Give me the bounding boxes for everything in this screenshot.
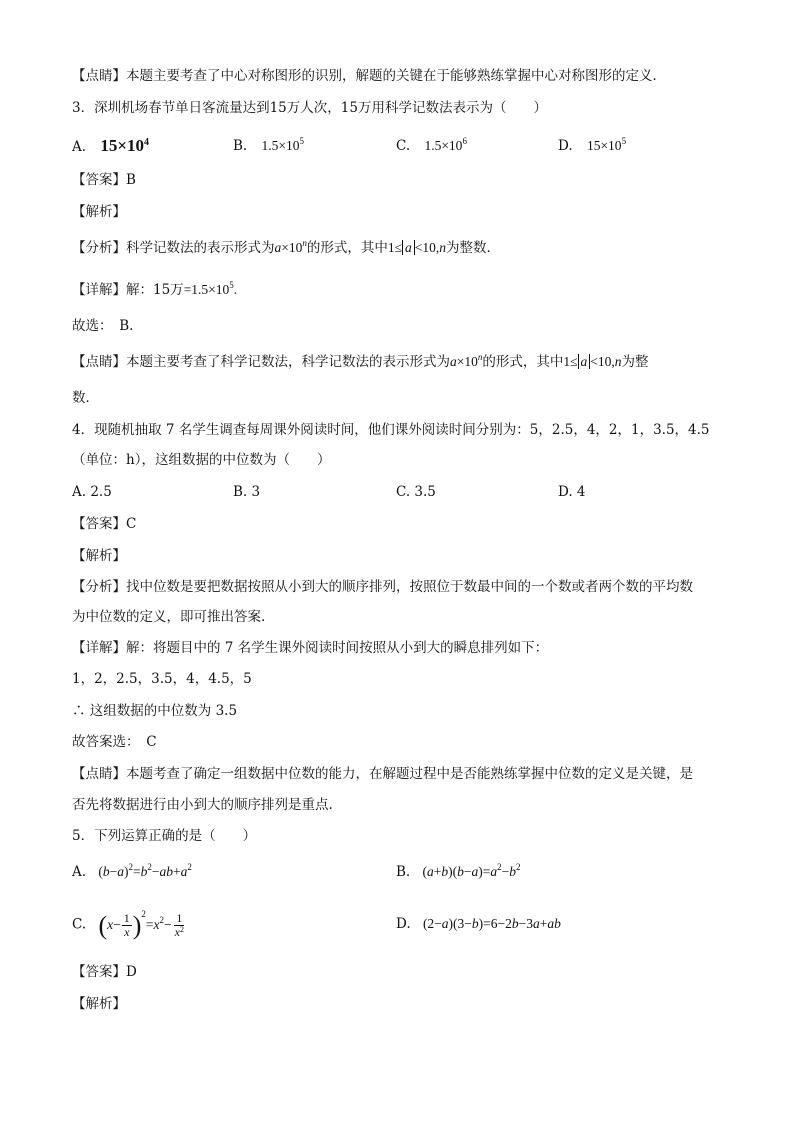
q5-option-d: D. (2−a)(3−b)=6−2b−3a+ab <box>396 916 561 932</box>
q5-analysis-heading: 【解析】 <box>72 996 126 1012</box>
q3-option-b: B. $1.5\times 10^5$ <box>233 136 305 154</box>
q5-option-a-label: A. <box>72 864 87 880</box>
q5-option-c-label: C. <box>72 916 87 933</box>
q5-option-d-label: D. <box>396 916 411 932</box>
q3-option-a: A. $15\times 10^4$ <box>72 136 150 155</box>
q3-option-d-label: D. <box>558 138 573 154</box>
q3-option-b-label: B. <box>233 138 248 154</box>
q4-option-d: D. 4 <box>558 484 586 500</box>
q4-option-b: B. 3 <box>233 484 261 500</box>
q4-option-a: A. 2.5 <box>72 484 112 500</box>
q4-dianjing-line1: 【点睛】本题考查了确定一组数据中位数的能力，在解题过程中是否能熟练掌握中位数的定义是关键，是 <box>72 766 693 782</box>
q4-analysis-heading: 【解析】 <box>72 548 126 564</box>
q4-xiangjie: 【详解】解：将题目中的 7 名学生课外阅读时间按照从小到大的瞬息排列如下： <box>72 640 549 656</box>
q5-answer: 【答案】D <box>72 964 137 980</box>
q3-option-c-label: C. <box>396 138 411 154</box>
q3-analysis-heading: 【解析】 <box>72 204 126 220</box>
q3-choose: 故选： B. <box>72 318 134 334</box>
q4-option-c: C. 3.5 <box>396 484 436 500</box>
q3-option-c: C. $1.5\times 10^6$ <box>396 136 467 154</box>
q3-dianjing: 【点睛】本题主要考查了科学记数法，科学记数法的表示形式为$a\times 10^n$的形式，其中1≤ a <10,n为整 <box>72 352 649 370</box>
question-3: 3．深圳机场春节单日客流量达到15万人次，15万用科学记数法表示为（ ） <box>72 100 547 116</box>
q3-dianjing-cont: 数． <box>72 390 99 406</box>
q3-option-a-label: A. <box>72 139 87 155</box>
q4-dianjing-line2: 否先将数据进行由小到大的顺序排列是重点. <box>72 797 333 813</box>
q5-option-b-label: B. <box>396 864 411 880</box>
dianjing-line: 【点睛】本题主要考查了中心对称图形的识别，解题的关键在于能够熟练掌握中心对称图形的定义． <box>72 68 666 84</box>
q4-sorted-data: 1，2，2.5，3.5，4，4.5，5 <box>72 671 252 687</box>
q4-choose: 故答案选： C <box>72 734 157 750</box>
question-4-line1: 4．现随机抽取 7 名学生调查每周课外阅读时间，他们课外阅读时间分别为：5，2.5，4，2，1，3.5，4.5 <box>72 422 710 438</box>
q4-therefore: ∴ 这组数据的中位数为 3.5 <box>72 703 238 719</box>
q5-option-a: A. $(b-a)^2=b^2-ab+a^2$ <box>72 862 192 880</box>
q3-fenxi: 【分析】科学记数法的表示形式为$a\times 10^n$的形式，其中1≤ a <10,n为整数． <box>72 238 501 256</box>
q4-fenxi-line2: 为中位数的定义，即可推出答案. <box>72 609 266 625</box>
question-5: 5．下列运算正确的是（ ） <box>72 828 257 844</box>
question-4-line2: （单位：h），这组数据的中位数为（ ） <box>72 452 331 468</box>
q3-answer: 【答案】B <box>72 172 136 188</box>
q5-option-c: C. (x− $\frac{1}{x}$ )$^2=x^2-$ $\frac{1}{x^2}$ <box>72 908 184 940</box>
q3-xiangjie: 【详解】解：15万$=1.5\times 10^5$. <box>72 280 238 298</box>
q4-fenxi-line1: 【分析】找中位数是要把数据按照从小到大的顺序排列，按照位于数最中间的一个数或者两个数的平均数 <box>72 579 693 595</box>
q5-option-b: B. $(a+b)(b-a)=a^2-b^2$ <box>396 862 521 880</box>
q4-answer: 【答案】C <box>72 516 137 532</box>
q3-option-d: D. $15\times 10^5$ <box>558 136 627 154</box>
